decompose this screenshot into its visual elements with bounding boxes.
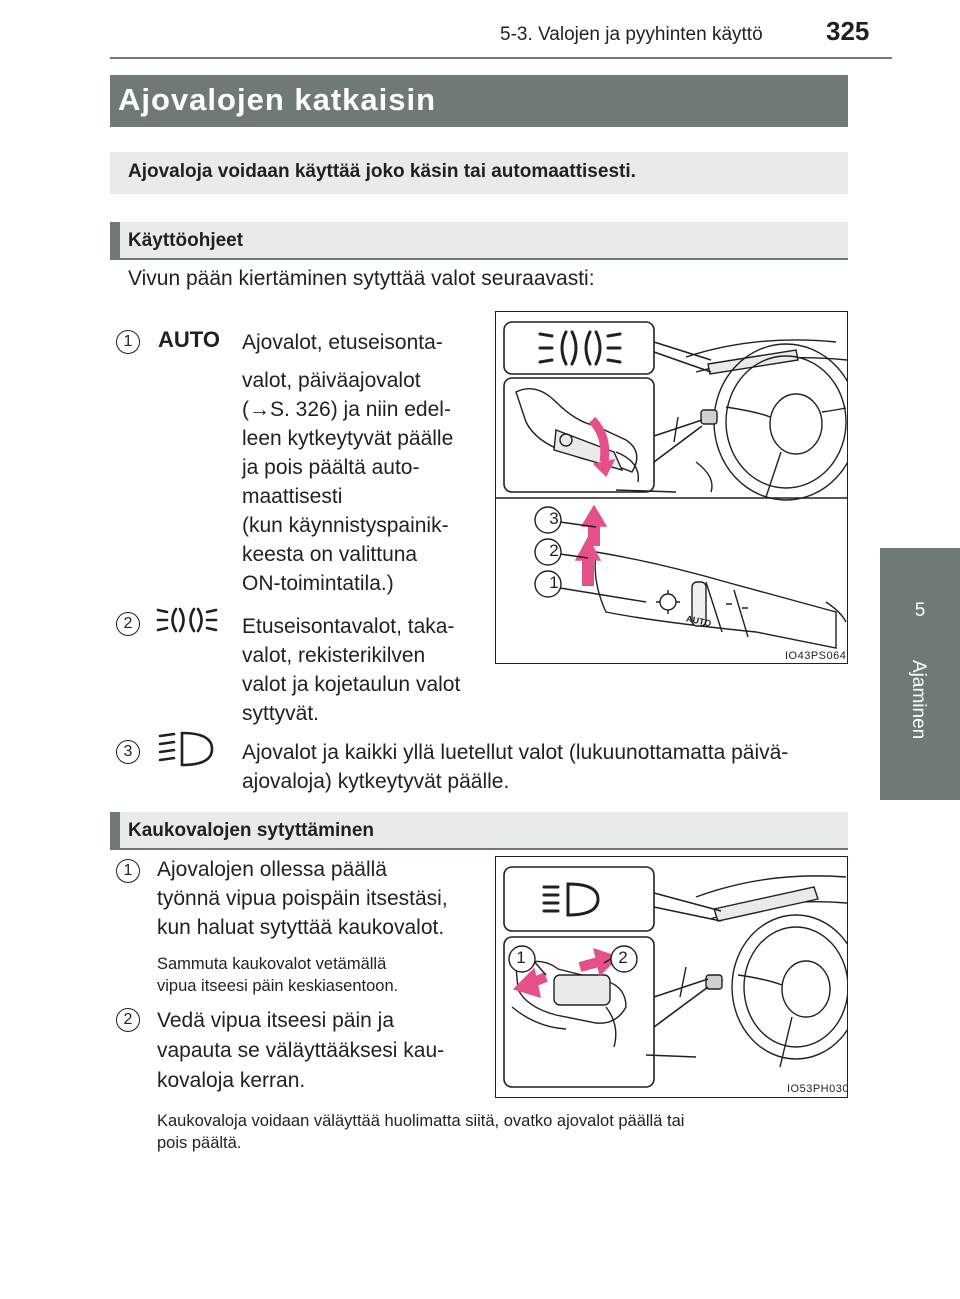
item-1-line: maattisesti (242, 485, 343, 508)
item-1-line: ja pois päältä auto- (242, 456, 420, 479)
highbeam-item-2-line: Vedä vipua itseesi päin ja (157, 1009, 394, 1032)
illus2-callout-2: 2 (618, 948, 628, 967)
highbeam-item-number-2: 2 (116, 1008, 140, 1032)
intro-text: Ajovaloja voidaan käyttää joko käsin tai automaattisesti. (128, 161, 636, 182)
item-2-line: valot ja kojetaulun valot (242, 673, 461, 696)
low-beam-icon (158, 730, 214, 773)
section-heading-operating: Käyttöohjeet (128, 230, 244, 251)
section-heading-high-beam: Kaukovalojen sytyttäminen (128, 820, 375, 841)
highbeam-item-1-line: työnnä vipua poispäin itsestäsi, (157, 887, 448, 910)
illus1-callout-3: 3 (549, 509, 559, 528)
highbeam-item-2-line: vapauta se väläyttääksesi kau- (157, 1039, 445, 1062)
illus1-code: IO43PS064 (785, 650, 847, 662)
item-1-text (242, 328, 477, 598)
illus1-callout-1: 1 (549, 573, 559, 592)
item-2-line: syttyvät. (242, 702, 320, 725)
flash-note (157, 1110, 843, 1154)
flash-note-line: Kaukovaloja voidaan väläyttää huolimatta siitä, ovatko ajovalot päällä tai (157, 1112, 685, 1130)
highbeam-note-line: Sammuta kaukovalot vetämällä (157, 955, 387, 973)
item-2-line: Etuseisontavalot, taka- (242, 615, 455, 638)
lever-illustration-1 (495, 311, 848, 664)
illus2-callout-1: 1 (516, 948, 526, 967)
item-2-line: valot, rekisterikilven (242, 644, 426, 667)
page-number: 325 (826, 16, 870, 46)
highbeam-item-2-text (157, 1006, 477, 1096)
chapter-number: 5 (914, 600, 926, 621)
highbeam-note-line: vipua itseesi päin keskiasentoon. (157, 977, 399, 995)
illus1-callout-2: 2 (549, 541, 559, 560)
highbeam-item-1-note (157, 953, 477, 997)
item-2-text (242, 612, 477, 728)
parking-light-icon (156, 604, 218, 641)
item-1-line: keesta on valittuna (242, 543, 418, 566)
item-1-line: Ajovalot, etuseisonta- (242, 331, 443, 354)
lever-illustration-2 (495, 856, 848, 1098)
auto-headlight-icon: AUTO (158, 327, 220, 352)
item-number-1: 1 (116, 330, 140, 354)
item-number-2: 2 (116, 612, 140, 636)
lever-auto-label: AUTO (685, 613, 713, 629)
item-number-3: 3 (116, 740, 140, 764)
chapter-label: Ajaminen (908, 660, 929, 740)
item-1-line: (→S. 326) ja niin edel- (242, 398, 451, 421)
item-3-text (242, 738, 842, 796)
highbeam-item-2-line: kovaloja kerran. (157, 1069, 306, 1092)
highbeam-item-number-1: 1 (116, 859, 140, 883)
flash-note-line: pois päältä. (157, 1134, 242, 1152)
header-rule (110, 57, 892, 59)
page-title: Ajovalojen katkaisin (118, 82, 437, 117)
item-1-line: leen kytkeytyvät päälle (242, 427, 454, 450)
chapter-label-wrap (908, 660, 929, 780)
highbeam-item-1-line: Ajovalojen ollessa päällä (157, 858, 387, 881)
item-1-line: valot, päiväajovalot (242, 369, 421, 392)
beam-arc-icon (540, 332, 620, 364)
item-3-line: Ajovalot ja kaikki yllä luetellut valot (lukuunottamatta päivä- (242, 741, 789, 764)
item-1-line: (kun käynnistyspainik- (242, 514, 449, 537)
highbeam-item-1-line: kun haluat sytyttää kaukovalot. (157, 916, 445, 939)
item-1-line: ON-toimintatila.) (242, 572, 394, 595)
running-header-section: 5-3. Valojen ja pyyhinten käyttö (500, 24, 763, 45)
section-lead: Vivun pään kiertäminen sytyttää valot seuraavasti: (128, 267, 595, 290)
item-3-line: ajovaloja) kytkeytyvät päälle. (242, 770, 510, 793)
illus2-code: IO53PH030 (787, 1083, 849, 1095)
highbeam-item-1-text (157, 855, 477, 942)
high-beam-icon (544, 884, 598, 915)
